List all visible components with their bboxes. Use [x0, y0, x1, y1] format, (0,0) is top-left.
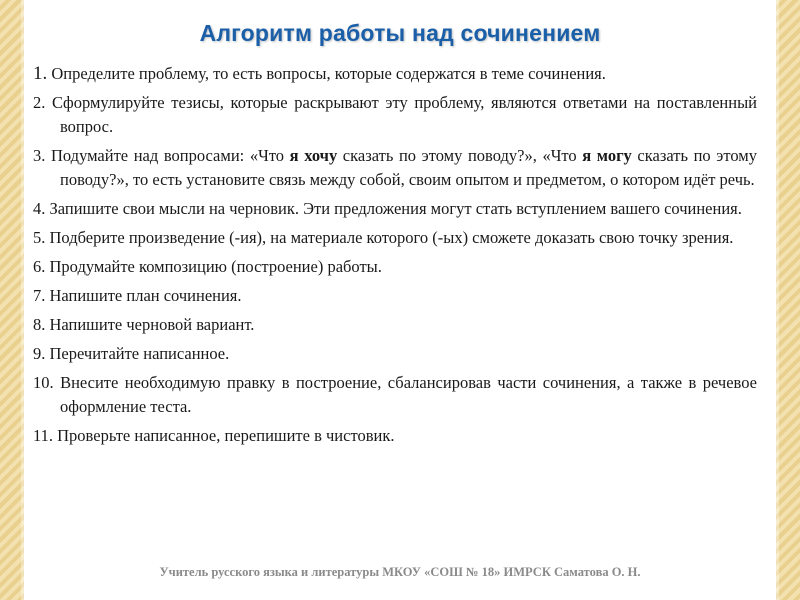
step-text: Запишите свои мысли на черновик. Эти предложения могут стать вступлением вашего сочинения.: [45, 199, 742, 218]
step-number: 6.: [33, 257, 46, 276]
decorative-border-left: [0, 0, 24, 600]
step-number: 7.: [33, 286, 46, 305]
author-credit: Учитель русского языка и литературы МКОУ «СОШ № 18» ИМРСК Саматова О. Н.: [159, 565, 641, 579]
step-text: Продумайте композицию (построение) работы.: [45, 257, 382, 276]
step-item: [33, 255, 757, 279]
step-text: Подберите произведение (-ия), на материале которого (-ых) сможете доказать свою точку зрения.: [45, 228, 734, 247]
step-text: Проверьте написанное, перепишите в чистовик.: [53, 426, 395, 445]
step-item: [33, 91, 757, 139]
step-text: Сформулируйте тезисы, которые раскрывают эту проблему, являются ответами на поставленный вопрос.: [45, 93, 757, 136]
step-item: [33, 226, 757, 250]
step-number: 8.: [33, 315, 46, 334]
step-item: [33, 197, 757, 221]
step-item: [33, 313, 757, 337]
step-text: Напишите черновой вариант.: [45, 315, 255, 334]
step-item: [33, 342, 757, 366]
step-text: сказать по этому поводу?», то есть установите связь между собой, своим опытом и предметом, о котором идёт речь.: [60, 146, 757, 189]
step-emphasis: я могу: [582, 146, 632, 165]
slide-title: Алгоритм работы над сочинением: [199, 20, 601, 46]
step-item: [33, 424, 757, 448]
step-number: 1.: [33, 63, 48, 84]
step-emphasis: я хочу: [289, 146, 338, 165]
step-text: Внесите необходимую правку в построение, сбалансировав части сочинения, а также в речевое оформление теста.: [53, 373, 757, 416]
step-item: [33, 144, 757, 192]
steps-list: [33, 62, 757, 453]
step-number: 10.: [33, 373, 54, 392]
step-number: 9.: [33, 344, 46, 363]
step-text: сказать по этому поводу?», «Что: [337, 146, 583, 165]
step-text: Подумайте над вопросами: «Что: [45, 146, 290, 165]
step-number: 5.: [33, 228, 46, 247]
step-item: [33, 371, 757, 419]
step-text: Перечитайте написанное.: [45, 344, 230, 363]
step-text: Определите проблему, то есть вопросы, которые содержатся в теме сочинения.: [47, 64, 606, 83]
step-number: 2.: [33, 93, 46, 112]
step-item: [33, 284, 757, 308]
decorative-border-right: [776, 0, 800, 600]
step-number: 11.: [33, 426, 54, 445]
step-item: [33, 62, 757, 86]
step-text: Напишите план сочинения.: [45, 286, 242, 305]
step-number: 4.: [33, 199, 46, 218]
step-number: 3.: [33, 146, 46, 165]
